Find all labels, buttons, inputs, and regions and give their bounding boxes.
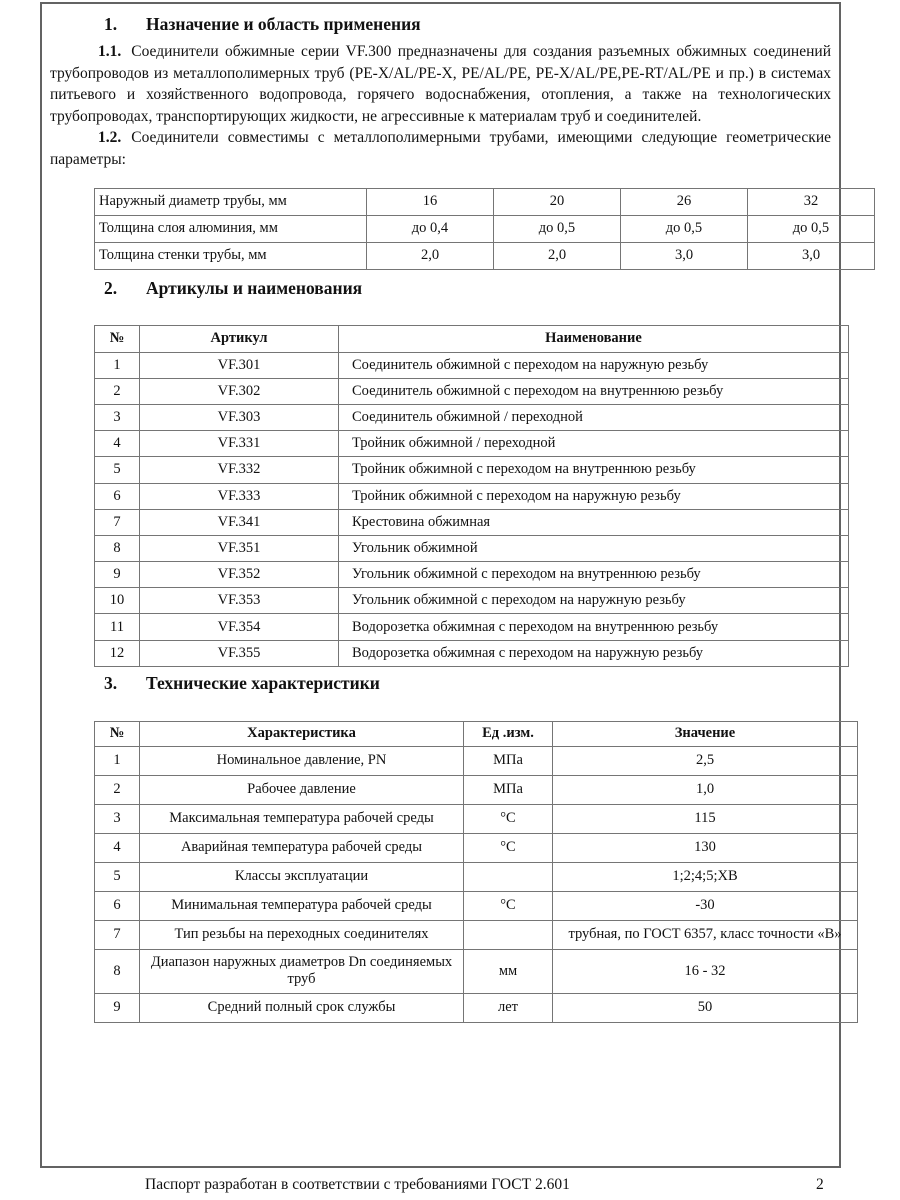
table-row <box>95 588 849 614</box>
spec-num: 4 <box>95 833 140 862</box>
spec-num: 7 <box>95 920 140 949</box>
specs-table <box>94 721 858 1023</box>
param-value: 3,0 <box>748 242 875 269</box>
article-name: Угольник обжимной с переходом на наружную резьбу <box>339 588 849 614</box>
table-row <box>95 378 849 404</box>
paragraph-1-2-number: 1.2. <box>98 129 122 147</box>
article-num: 1 <box>95 352 140 378</box>
table-row <box>95 640 849 666</box>
param-label: Толщина слоя алюминия, мм <box>95 215 367 242</box>
article-name: Угольник обжимной с переходом на внутреннюю резьбу <box>339 562 849 588</box>
param-value: 20 <box>494 188 621 215</box>
page-content <box>42 4 842 1023</box>
footer-text: Паспорт разработан в соответствии с требованиями ГОСТ 2.601 <box>145 1176 570 1193</box>
section3-number: 3. <box>104 672 118 693</box>
article-code: VF.353 <box>140 588 339 614</box>
spec-num: 1 <box>95 746 140 775</box>
article-code: VF.332 <box>140 457 339 483</box>
paragraph-1-2-text: Соединители совместимы с металлополимерными трубами, имеющими следующие геометрические параметры: <box>50 129 831 168</box>
spec-unit <box>464 920 553 949</box>
table-row <box>95 431 849 457</box>
article-code: VF.352 <box>140 562 339 588</box>
pipe-params-table <box>94 188 875 270</box>
param-value: 16 <box>367 188 494 215</box>
paragraph-1-1 <box>48 41 833 127</box>
spec-value: -30 <box>553 891 858 920</box>
table-row <box>95 404 849 430</box>
article-name: Соединитель обжимной с переходом на внутреннюю резьбу <box>339 378 849 404</box>
table-row <box>95 483 849 509</box>
table-row <box>95 562 849 588</box>
param-value: 2,0 <box>367 242 494 269</box>
spec-characteristic: Номинальное давление, PN <box>140 746 464 775</box>
param-value: до 0,5 <box>494 215 621 242</box>
param-value: 32 <box>748 188 875 215</box>
article-code: VF.303 <box>140 404 339 430</box>
col-header-article: Артикул <box>140 325 339 352</box>
article-code: VF.302 <box>140 378 339 404</box>
table-row <box>95 535 849 561</box>
spec-value: трубная, по ГОСТ 6357, класс точности «В» <box>553 920 858 949</box>
spec-value: 50 <box>553 993 858 1022</box>
article-num: 3 <box>95 404 140 430</box>
article-code: VF.354 <box>140 614 339 640</box>
articles-table <box>94 325 849 667</box>
spec-characteristic: Средний полный срок службы <box>140 993 464 1022</box>
page-border <box>40 2 841 1168</box>
spec-unit: мм <box>464 949 553 993</box>
col-header-num: № <box>95 721 140 746</box>
section2-title: Артикулы и наименования <box>146 277 363 298</box>
col-header-unit: Ед .изм. <box>464 721 553 746</box>
col-header-num: № <box>95 325 140 352</box>
article-name: Крестовина обжимная <box>339 509 849 535</box>
spec-num: 3 <box>95 804 140 833</box>
footer-page-number: 2 <box>816 1176 824 1193</box>
spec-unit: лет <box>464 993 553 1022</box>
table-row <box>95 352 849 378</box>
section2-number: 2. <box>104 277 118 298</box>
spec-value: 16 - 32 <box>553 949 858 993</box>
spec-unit: °С <box>464 891 553 920</box>
table-row <box>95 804 858 833</box>
table-row <box>95 993 858 1022</box>
article-num: 5 <box>95 457 140 483</box>
param-value: 26 <box>621 188 748 215</box>
article-code: VF.355 <box>140 640 339 666</box>
spec-unit: °С <box>464 804 553 833</box>
article-num: 12 <box>95 640 140 666</box>
spec-unit: МПа <box>464 775 553 804</box>
article-code: VF.331 <box>140 431 339 457</box>
param-label: Толщина стенки трубы, мм <box>95 242 367 269</box>
article-code: VF.333 <box>140 483 339 509</box>
table-header-row <box>95 325 849 352</box>
article-code: VF.351 <box>140 535 339 561</box>
spec-characteristic: Аварийная температура рабочей среды <box>140 833 464 862</box>
table-row <box>95 614 849 640</box>
table-row <box>95 457 849 483</box>
section1-number: 1. <box>104 14 118 34</box>
article-num: 8 <box>95 535 140 561</box>
table-row <box>95 949 858 993</box>
param-value: до 0,5 <box>748 215 875 242</box>
paragraph-1-1-number: 1.1. <box>98 43 122 60</box>
spec-value: 1;2;4;5;ХВ <box>553 862 858 891</box>
article-name: Угольник обжимной <box>339 535 849 561</box>
table-header-row <box>95 721 858 746</box>
paragraph-1-2 <box>48 127 833 170</box>
section3-heading <box>48 672 833 694</box>
paragraph-1-1-text: Соединители обжимные серии VF.300 предназначены для создания разъемных обжимных соединений трубопроводов из металлополимерных труб (PE-X/AL/PE-X, PE/AL/PE, PE-X/AL/PE,PE-RT/AL/PE и пр.) в системах питьевого и хозяйственного водопровода, горячего водоснабжения, отопления, а также на технологических трубопроводах, транспортирующих жидкости, не агрессивные к материалам труб и соединителей. <box>50 43 831 125</box>
table-row <box>95 746 858 775</box>
spec-characteristic: Минимальная температура рабочей среды <box>140 891 464 920</box>
section3-title: Технические характеристики <box>146 672 380 693</box>
table-row <box>95 242 875 269</box>
article-name: Водорозетка обжимная с переходом на наружную резьбу <box>339 640 849 666</box>
article-num: 6 <box>95 483 140 509</box>
section1-heading <box>48 4 833 35</box>
article-num: 9 <box>95 562 140 588</box>
param-value: 3,0 <box>621 242 748 269</box>
spec-num: 9 <box>95 993 140 1022</box>
spec-value: 130 <box>553 833 858 862</box>
spec-num: 8 <box>95 949 140 993</box>
spec-value: 115 <box>553 804 858 833</box>
spec-unit <box>464 862 553 891</box>
param-value: 2,0 <box>494 242 621 269</box>
spec-num: 5 <box>95 862 140 891</box>
table-row <box>95 833 858 862</box>
spec-characteristic: Классы эксплуатации <box>140 862 464 891</box>
article-num: 2 <box>95 378 140 404</box>
spec-num: 2 <box>95 775 140 804</box>
spec-unit: МПа <box>464 746 553 775</box>
section2-heading <box>48 277 833 299</box>
article-name: Тройник обжимной / переходной <box>339 431 849 457</box>
param-value: до 0,4 <box>367 215 494 242</box>
article-code: VF.341 <box>140 509 339 535</box>
spec-characteristic: Диапазон наружных диаметров Dn соединяемых труб <box>140 949 464 993</box>
spec-unit: °С <box>464 833 553 862</box>
article-num: 10 <box>95 588 140 614</box>
col-header-name: Наименование <box>339 325 849 352</box>
table-row <box>95 862 858 891</box>
spec-value: 2,5 <box>553 746 858 775</box>
table-row <box>95 891 858 920</box>
spec-characteristic: Максимальная температура рабочей среды <box>140 804 464 833</box>
article-num: 4 <box>95 431 140 457</box>
table-row <box>95 509 849 535</box>
article-code: VF.301 <box>140 352 339 378</box>
spec-value: 1,0 <box>553 775 858 804</box>
table-row <box>95 920 858 949</box>
param-label: Наружный диаметр трубы, мм <box>95 188 367 215</box>
table-row <box>95 775 858 804</box>
article-name: Водорозетка обжимная с переходом на внутреннюю резьбу <box>339 614 849 640</box>
article-name: Тройник обжимной с переходом на внутреннюю резьбу <box>339 457 849 483</box>
spec-characteristic: Тип резьбы на переходных соединителях <box>140 920 464 949</box>
article-num: 7 <box>95 509 140 535</box>
article-name: Соединитель обжимной / переходной <box>339 404 849 430</box>
article-name: Соединитель обжимной с переходом на наружную резьбу <box>339 352 849 378</box>
spec-characteristic: Рабочее давление <box>140 775 464 804</box>
section1-title: Назначение и область применения <box>146 14 421 34</box>
table-row <box>95 215 875 242</box>
article-name: Тройник обжимной с переходом на наружную резьбу <box>339 483 849 509</box>
col-header-value: Значение <box>553 721 858 746</box>
table-row <box>95 188 875 215</box>
spec-num: 6 <box>95 891 140 920</box>
param-value: до 0,5 <box>621 215 748 242</box>
article-num: 11 <box>95 614 140 640</box>
col-header-characteristic: Характеристика <box>140 721 464 746</box>
